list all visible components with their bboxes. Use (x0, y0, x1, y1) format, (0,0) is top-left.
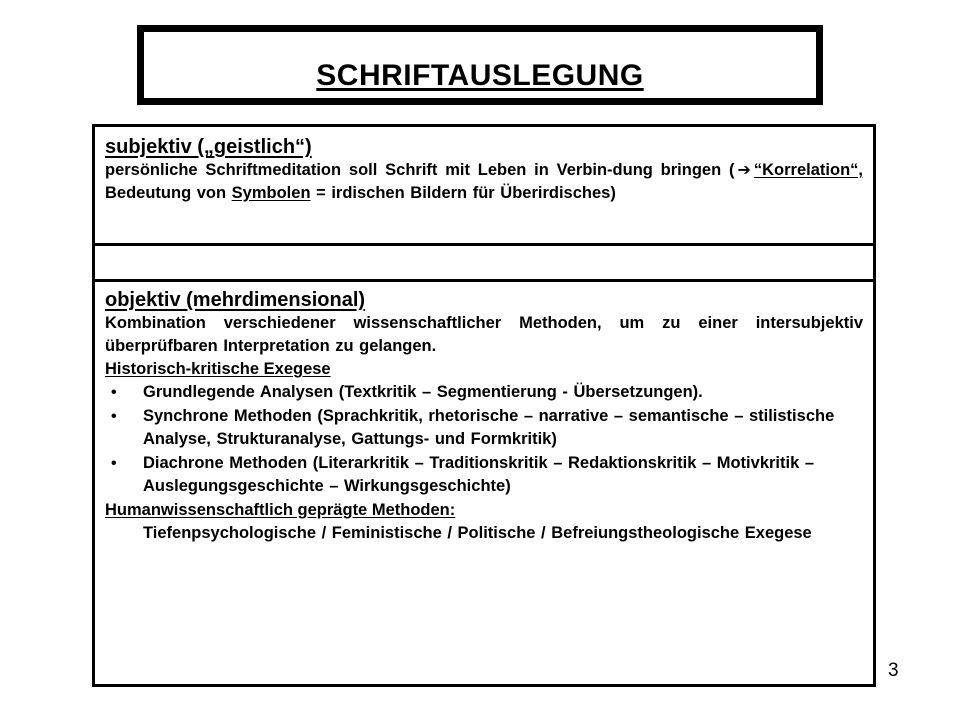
right-arrow-icon: ➔ (737, 162, 751, 179)
empty-row (95, 246, 873, 282)
title-box (137, 25, 823, 105)
subjektiv-heading: subjektiv („geistlich“) (105, 136, 312, 158)
symbolen-term: Symbolen (231, 184, 311, 202)
page-title: SCHRIFTAUSLEGUNG (316, 59, 644, 92)
bullet-icon: • (111, 454, 117, 472)
list-item: • Synchrone Methoden (Sprachkritik, rhetorische – narrative – semantische – stilistische Analyse, Strukturanalyse, Gattungs- und Formkritik) (111, 406, 835, 448)
human-text: Tiefenpsychologische / Feministische / Politische / Befreiungstheologische Exegese (143, 523, 812, 542)
objektiv-intro: Kombination verschiedener wissenschaftlicher Methoden, um zu einer intersubjektiv überprüfbaren Interpretation zu gelangen. (105, 314, 863, 355)
subjektiv-section (95, 127, 873, 246)
content-table (92, 124, 876, 687)
list-item: • Diachrone Methoden (Literarkritik – Traditionskritik – Redaktionskritik – Motivkritik – Auslegungsgeschichte – Wirkungsgeschichte) (111, 453, 815, 495)
korrelation-term: “Korrelation“, (753, 161, 863, 179)
bullet-icon: • (111, 384, 117, 401)
page-number: 3 (888, 660, 899, 681)
subjektiv-text-mid: Bedeutung von (105, 184, 232, 202)
human-heading: Humanwissenschaftlich geprägte Methoden: (105, 500, 456, 519)
subjektiv-text-end: = irdischen Bildern für Überirdisches) (310, 184, 616, 202)
bullet-icon: • (111, 407, 117, 425)
historisch-heading: Historisch-kritische Exegese (105, 360, 331, 378)
subjektiv-text-start: persönliche Schriftmeditation soll Schrift mit Leben in Verbin-dung bringen ( (105, 161, 735, 179)
objektiv-heading: objektiv (mehrdimensional) (105, 289, 366, 311)
list-item: • Grundlegende Analysen (Textkritik – Segmentierung - Übersetzungen). (105, 381, 863, 405)
subjektiv-paragraph (105, 159, 863, 205)
method-list (105, 381, 863, 499)
objektiv-section (95, 282, 873, 684)
